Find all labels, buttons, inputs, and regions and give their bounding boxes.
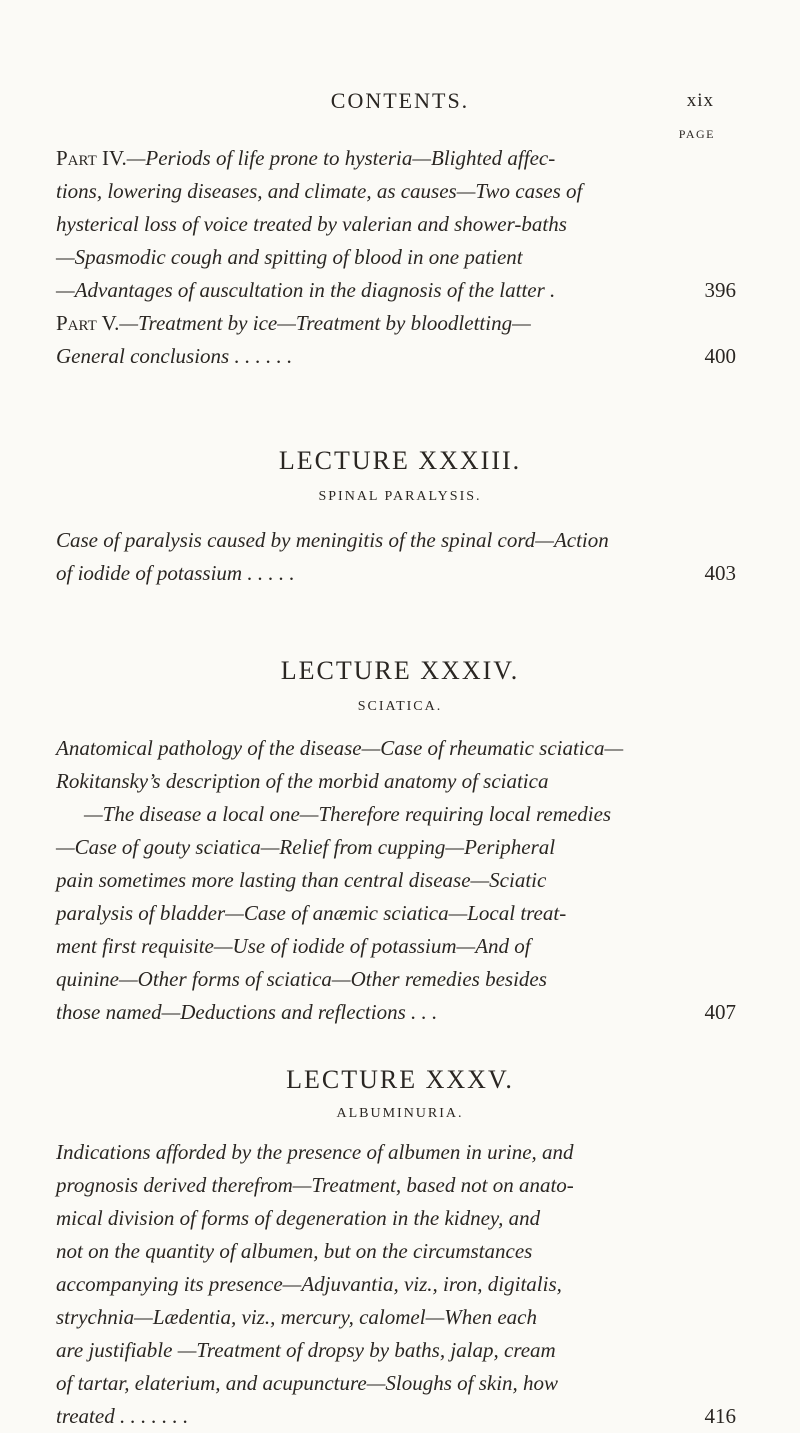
page-folio: xix [686,90,714,111]
entry-text: —Treatment by ice—Treatment by bloodletting— [119,311,531,335]
entry-line: prognosis derived therefrom—Treatment, based not on anato- [56,1173,574,1197]
entry-line: Case of paralysis caused by meningitis of the spinal cord—Action [56,528,609,552]
entry-line: hysterical loss of voice treated by valerian and shower-baths [56,212,567,236]
entry-lecture-34 [56,732,736,1029]
page-number: 403 [701,557,737,590]
entry-part-iv [56,142,736,307]
entry-line: —Spasmodic cough and spitting of blood in one patient [56,245,523,269]
page-number: 407 [701,996,737,1029]
entry-line: Anatomical pathology of the disease—Case of rheumatic sciatica— [56,736,624,760]
part-label: Part IV. [56,146,127,170]
entry-line [56,142,736,175]
entry-line: quinine—Other forms of sciatica—Other remedies besides [56,967,547,991]
entry-line: strychnia—Lædentia, viz., mercury, calomel—When each [56,1305,537,1329]
entry-part-v [56,307,736,373]
entry-line [56,996,736,1029]
entry-line: pain sometimes more lasting than central disease—Sciatic [56,868,547,892]
entry-lecture-33 [56,524,736,590]
page-number: 400 [701,340,737,373]
lecture-subject: SPINAL PARALYSIS. [318,489,482,504]
entry-line: tions, lowering diseases, and climate, as causes—Two cases of [56,179,583,203]
entry-line: paralysis of bladder—Case of anæmic sciatica—Local treat- [56,901,567,925]
lecture-heading: LECTURE XXXIV. [280,656,520,685]
page-column-label: PAGE [678,127,715,141]
entry-line: mical division of forms of degeneration in the kidney, and [56,1206,541,1230]
lecture-heading: LECTURE XXXIII. [278,446,522,475]
page-number: 396 [701,274,737,307]
lecture-subject: SCIATICA. [357,699,443,714]
entry-line: —Case of gouty sciatica—Relief from cupping—Peripheral [56,835,556,859]
entry-line [56,557,736,590]
lecture-heading: LECTURE XXXV. [286,1065,514,1094]
entry-line: are justifiable —Treatment of dropsy by baths, jalap, cream [56,1338,556,1362]
entry-lecture-35 [56,1136,736,1433]
entry-line: accompanying its presence—Adjuvantia, viz., iron, digitalis, [56,1272,562,1296]
entry-line: Rokitansky’s description of the morbid anatomy of sciatica [56,769,549,793]
entry-text: of iodide of potassium . . . . . [56,561,295,585]
entry-text: —Periods of life prone to hysteria—Blighted affec- [126,146,556,170]
entry-line: Indications afforded by the presence of albumen in urine, and [56,1140,574,1164]
entry-text: —Advantages of auscultation in the diagnosis of the latter . [56,278,556,302]
entry-line [56,274,736,307]
entry-text: those named—Deductions and reflections . . . [56,1000,438,1024]
entry-text: treated . . . . . . . [56,1404,189,1428]
entry-text: General conclusions . . . . . . [56,344,293,368]
entry-line: ment first requisite—Use of iodide of potassium—And of [56,934,531,958]
entry-line [56,1400,736,1433]
running-head [0,88,800,118]
lecture-subject: ALBUMINURIA. [336,1106,464,1121]
entry-line: not on the quantity of albumen, but on the circumstances [56,1239,533,1263]
running-head-title: CONTENTS. [330,88,470,113]
part-label: Part V. [56,311,120,335]
entry-line: —The disease a local one—Therefore requiring local remedies [84,802,612,826]
entry-line: of tartar, elaterium, and acupuncture—Sloughs of skin, how [56,1371,559,1395]
entry-line [56,307,736,340]
page-number: 416 [701,1400,737,1433]
entry-line [56,340,736,373]
